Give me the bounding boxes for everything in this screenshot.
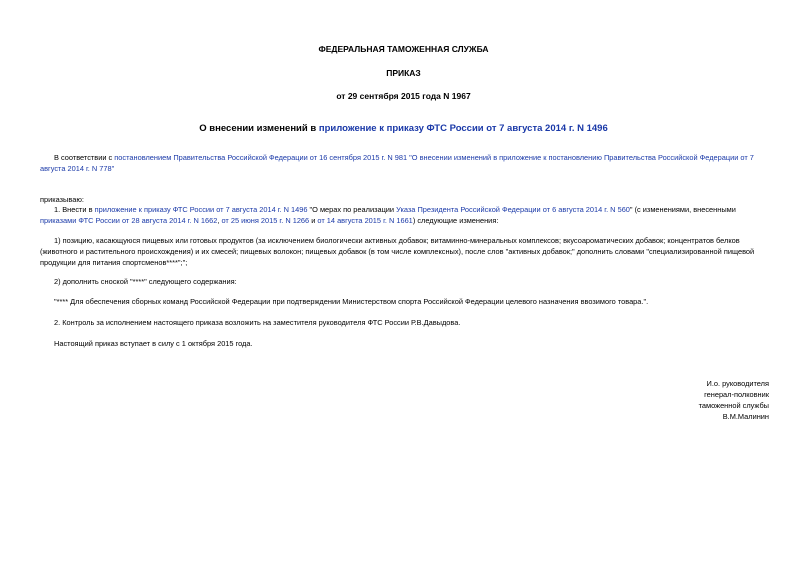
signature-line-3: таможенной службы [698, 401, 769, 410]
effective-date-paragraph: Настоящий приказ вступает в силу с 1 октября 2015 года. [54, 339, 253, 348]
signature-line-1: И.о. руководителя [706, 379, 769, 388]
document-title [0, 123, 807, 134]
item1-mid2: " (с изменениями, внесенными [629, 205, 736, 214]
item1-link-annex[interactable]: приложение к приказу ФТС России от 7 августа 2014 г. N 1496 [94, 205, 308, 214]
title-prefix: О внесении изменений в [199, 123, 319, 134]
item1-end: ) следующие изменения: [412, 216, 499, 225]
item2-paragraph: 2. Контроль за исполнением настоящего приказа возложить на заместителя руководителя ФТС России Р.В.Давыдова. [54, 318, 461, 327]
item1-start: 1. Внести в [54, 205, 95, 214]
basis-link[interactable]: постановлением Правительства Российской Федерации от 16 сентября 2015 г. N 981 "О внесении изменений в приложение к постановлению Правительства Российской Федерации от 7 августа 2014 г. N 778" [40, 153, 754, 173]
item1-link-order-1662[interactable]: приказами ФТС России от 28 августа 2014 г. N 1662 [40, 216, 218, 225]
signature-name: В.М.Малинин [722, 412, 769, 421]
document-type: ПРИКАЗ [386, 68, 421, 78]
item1-mid4: и [309, 216, 318, 225]
item1-mid1: "О мерах по реализации [307, 205, 397, 214]
item1-mid3: , [217, 216, 222, 225]
basis-prefix: В соответствии с [54, 153, 115, 162]
signature-line-2: генерал-полковник [704, 390, 769, 399]
agency-name: ФЕДЕРАЛЬНАЯ ТАМОЖЕННАЯ СЛУЖБА [318, 44, 489, 54]
basis-paragraph [40, 152, 770, 174]
item1-link-order-1266[interactable]: от 25 июня 2015 г. N 1266 [221, 216, 310, 225]
item1-link-order-1661[interactable]: от 14 августа 2015 г. N 1661 [317, 216, 413, 225]
item1-link-decree[interactable]: Указа Президента Российской Федерации от 6 августа 2014 г. N 560 [396, 205, 630, 214]
order-word: приказываю: [40, 195, 84, 204]
signature-block [699, 378, 769, 422]
footnote-paragraph: "**** Для обеспечения сборных команд Российской Федерации при подтверждении Министерством спорта Российской Федерации целевого назначения ввозимого товара.". [54, 297, 649, 306]
subitem1-paragraph: 1) позицию, касающуюся пищевых или готовых продуктов (за исключением биологически активных добавок; витаминно-минеральных комплексов; вкусоароматических добавок; концентратов белков (животного и растительного происхождения) и их смесей; пищевых волокон; пищевых добавок (в том числе комплексных), после слов "активных добавок;" дополнить словами "специализированной пищевой продукции для питания спортсменов****";"; [40, 236, 755, 267]
subitem2-paragraph: 2) дополнить сноской "****" следующего содержания: [54, 277, 237, 286]
title-link[interactable]: приложение к приказу ФТС России от 7 августа 2014 г. N 1496 [318, 123, 608, 134]
document-date-number: от 29 сентября 2015 года N 1967 [336, 91, 471, 101]
item1-paragraph [40, 204, 770, 226]
